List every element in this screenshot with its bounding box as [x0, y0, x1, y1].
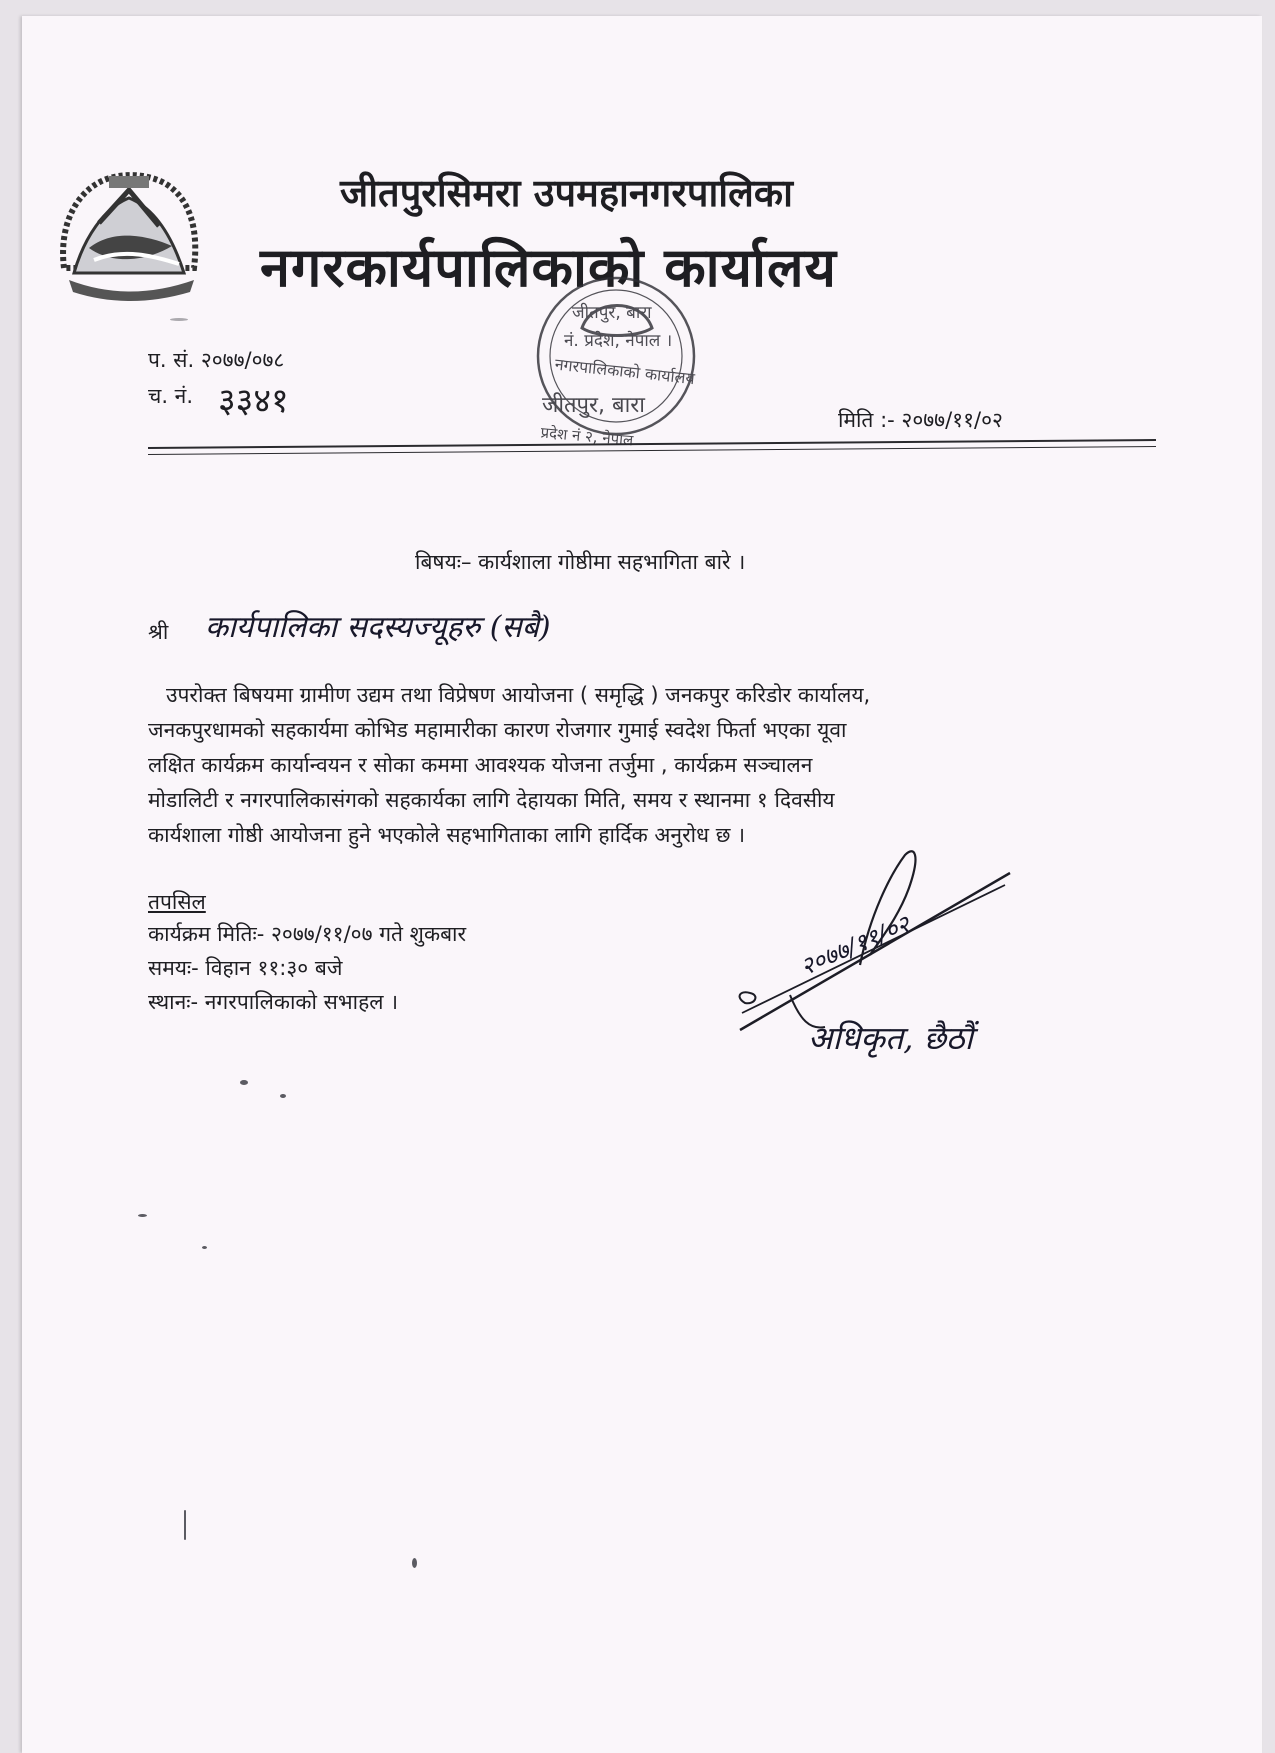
body-line: कार्यशाला गोष्ठी आयोजना हुने भएकोले सहभागिताका लागि हार्दिक अनुरोध छ ।: [148, 823, 746, 847]
svg-text:नगरपालिकाको कार्यालय: नगरपालिकाको कार्यालय: [553, 354, 696, 389]
office-name: नगरकार्यपालिकाको कार्यालय: [260, 236, 837, 299]
program-date: कार्यक्रम मितिः- २०७७/११/०७ गते शुकबार: [148, 922, 467, 946]
program-time: समयः- विहान ११:३० बजे: [148, 956, 343, 980]
svg-text:नं. प्रदेश, नेपाल ।: नं. प्रदेश, नेपाल ।: [564, 331, 673, 351]
svg-text:प्रदेश नं २, नेपाल: प्रदेश नं २, नेपाल: [539, 423, 634, 450]
scan-speck: [170, 318, 188, 321]
scan-speck: [202, 1246, 207, 1249]
details-heading: तपसिल: [148, 890, 206, 914]
recipient-name-handwritten: कार्यपालिका सदस्यज्यूहरु (सबै): [205, 610, 551, 645]
body-line: उपरोक्त बिषयमा ग्रामीण उद्यम तथा विप्रेषण आयोजना ( समृद्धि ) जनकपुर करिडोर कार्यालय,: [166, 683, 871, 707]
scan-speck: [280, 1094, 286, 1098]
signature-date: २०७७/११/०२: [796, 910, 915, 982]
body-line: मोडालिटी र नगरपालिकासंगको सहकार्यका लागि देहायका मिति, समय र स्थानमा १ दिवसीय: [148, 788, 835, 812]
municipality-name: जीतपुरसिमरा उपमहानगरपालिका: [340, 171, 793, 215]
subject-line: बिषयः– कार्यशाला गोष्ठीमा सहभागिता बारे ।: [415, 550, 746, 574]
chalani-label: च. नं.: [148, 384, 194, 408]
body-line: लक्षित कार्यक्रम कार्यान्वयन र सोका कममा आवश्यक योजना तर्जुमा , कार्यक्रम सञ्चालन: [148, 753, 813, 777]
scan-speck: [138, 1214, 147, 1217]
patra-sankhya: प. सं. २०७७/०७८: [148, 348, 285, 372]
program-venue: स्थानः- नगरपालिकाको सभाहल ।: [148, 990, 399, 1014]
svg-text:जीतपुर, बारा: जीतपुर, बारा: [542, 393, 645, 418]
recipient-honorific: श्री: [148, 620, 169, 644]
letter-body: [148, 678, 1086, 853]
scan-speck: [240, 1080, 248, 1085]
scan-speck: [184, 1510, 186, 1540]
office-stamp: [512, 268, 720, 458]
chalani-number: ३३४१: [218, 381, 289, 421]
scan-speck: [412, 1558, 417, 1568]
body-line: जनकपुरधामको सहकार्यमा कोभिड महामारीका कारण रोजगार गुमाई स्वदेश फिर्ता भएका यूवा: [148, 718, 847, 742]
svg-text:जीतपुर, बारा: जीतपुर, बारा: [572, 303, 652, 323]
signatory-title: अधिकृत, छैठौं: [808, 1019, 973, 1057]
letter-date: मिति :- २०७७/११/०२: [838, 408, 1003, 432]
nepal-emblem-icon: [54, 168, 204, 308]
